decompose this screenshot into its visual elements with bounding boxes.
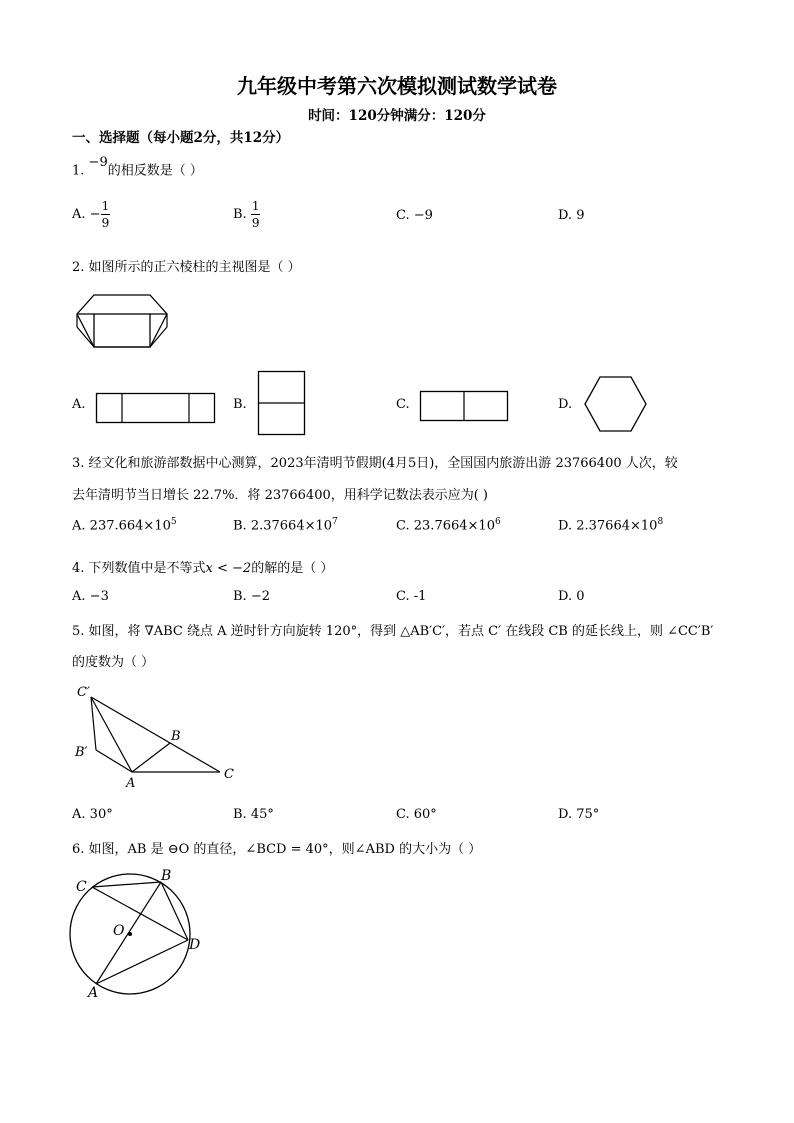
question-3-stem-line1: 3. 经文化和旅游部数据中心测算，2023年清明节假期(4月5日)，全国国内旅游出游 23766400 人次，较 [72,456,678,471]
q1-option-b[interactable]: B. $\frac{1}{9}$ [233,199,260,230]
q4-option-b[interactable]: B. −2 [233,589,270,604]
q4-inequality: x < −2 [205,561,252,576]
q4-option-c[interactable]: C. -1 [396,589,427,604]
question-1-stem: 1. $^{-9}$的相反数是（ ） [72,155,203,179]
q3-option-d[interactable]: D. $2.37664\times 10^8$ [558,517,664,534]
q3-option-c[interactable]: C. $23.7664\times 10^6$ [396,517,501,534]
fig6-label-d: D [189,937,201,953]
fig6-label-c: C [76,879,87,895]
q1-option-c[interactable]: C. −9 [396,208,433,223]
hexagonal-prism-figure [72,292,172,352]
q2-option-b-label[interactable]: B. [233,397,247,412]
fig5-label-b: B [171,729,181,744]
rotation-triangle-figure [72,682,242,792]
q1-option-d[interactable]: D. 9 [558,208,585,223]
question-3-stem-line2: 去年清明节当日增长 22.7%．将 23766400，用科学记数法表示应为( ) [72,488,489,503]
q5-option-a[interactable]: A. 30° [72,807,113,822]
q2-option-d-figure[interactable] [584,376,648,434]
q2-option-a-figure[interactable] [96,393,216,425]
circle-diameter-figure [68,866,208,1000]
fig6-label-o: O [113,923,125,939]
q1-a-fraction: $\frac{1}{9}$ [101,199,110,230]
q1-b-fraction: $\frac{1}{9}$ [251,199,260,230]
fig5-label-a: A [126,776,136,791]
q5-option-d[interactable]: D. 75° [558,807,600,822]
q2-option-d-label[interactable]: D. [558,397,573,412]
fig6-label-b: B [161,868,172,884]
fig6-label-a: A [88,985,99,1001]
q1-math: −9 [88,155,108,170]
exam-info: 时间：120分钟满分：120分 [308,108,486,124]
q5-option-b[interactable]: B. 45° [233,807,274,822]
fig5-label-c: C [224,767,234,782]
question-6-stem: 6. 如图，AB 是 ⊖O 的直径，∠BCD = 40°，则∠ABD 的大小为（ ） [72,842,482,857]
section-heading-choice: 一、选择题（每小题2分，共12分） [72,130,290,146]
question-5-stem-line1: 5. 如图，将 ∇ABC 绕点 A 逆时针方向旋转 120°，得到 △AB′C′，若点 C′ 在线段 CB 的延长线上，则 ∠CC′B′ [72,624,714,639]
fig5-label-b-prime: B′ [75,745,88,760]
q3-option-b[interactable]: B. $2.37664\times 10^7$ [233,517,338,534]
q1-option-a[interactable]: A. − $\frac{1}{9}$ [72,199,110,230]
q2-option-b-figure[interactable] [258,371,306,437]
q2-option-c-figure[interactable] [420,391,510,423]
question-2-stem: 2. 如图所示的正六棱柱的主视图是（ ） [72,260,301,275]
question-5-stem-line2: 的度数为（ ） [72,655,155,670]
q4-option-d[interactable]: D. 0 [558,589,585,604]
q5-option-c[interactable]: C. 60° [396,807,437,822]
q2-option-c-label[interactable]: C. [396,397,410,412]
page-title: 九年级中考第六次模拟测试数学试卷 [237,74,557,98]
fig5-label-c-prime: C′ [77,685,90,700]
question-4-stem: 4. 下列数值中是不等式x < −2的解的是（ ） [72,561,334,576]
q4-option-a[interactable]: A. −3 [72,589,109,604]
q2-option-a-label[interactable]: A. [72,397,86,412]
q3-option-a[interactable]: A. $237.664\times 10^5$ [72,517,177,534]
